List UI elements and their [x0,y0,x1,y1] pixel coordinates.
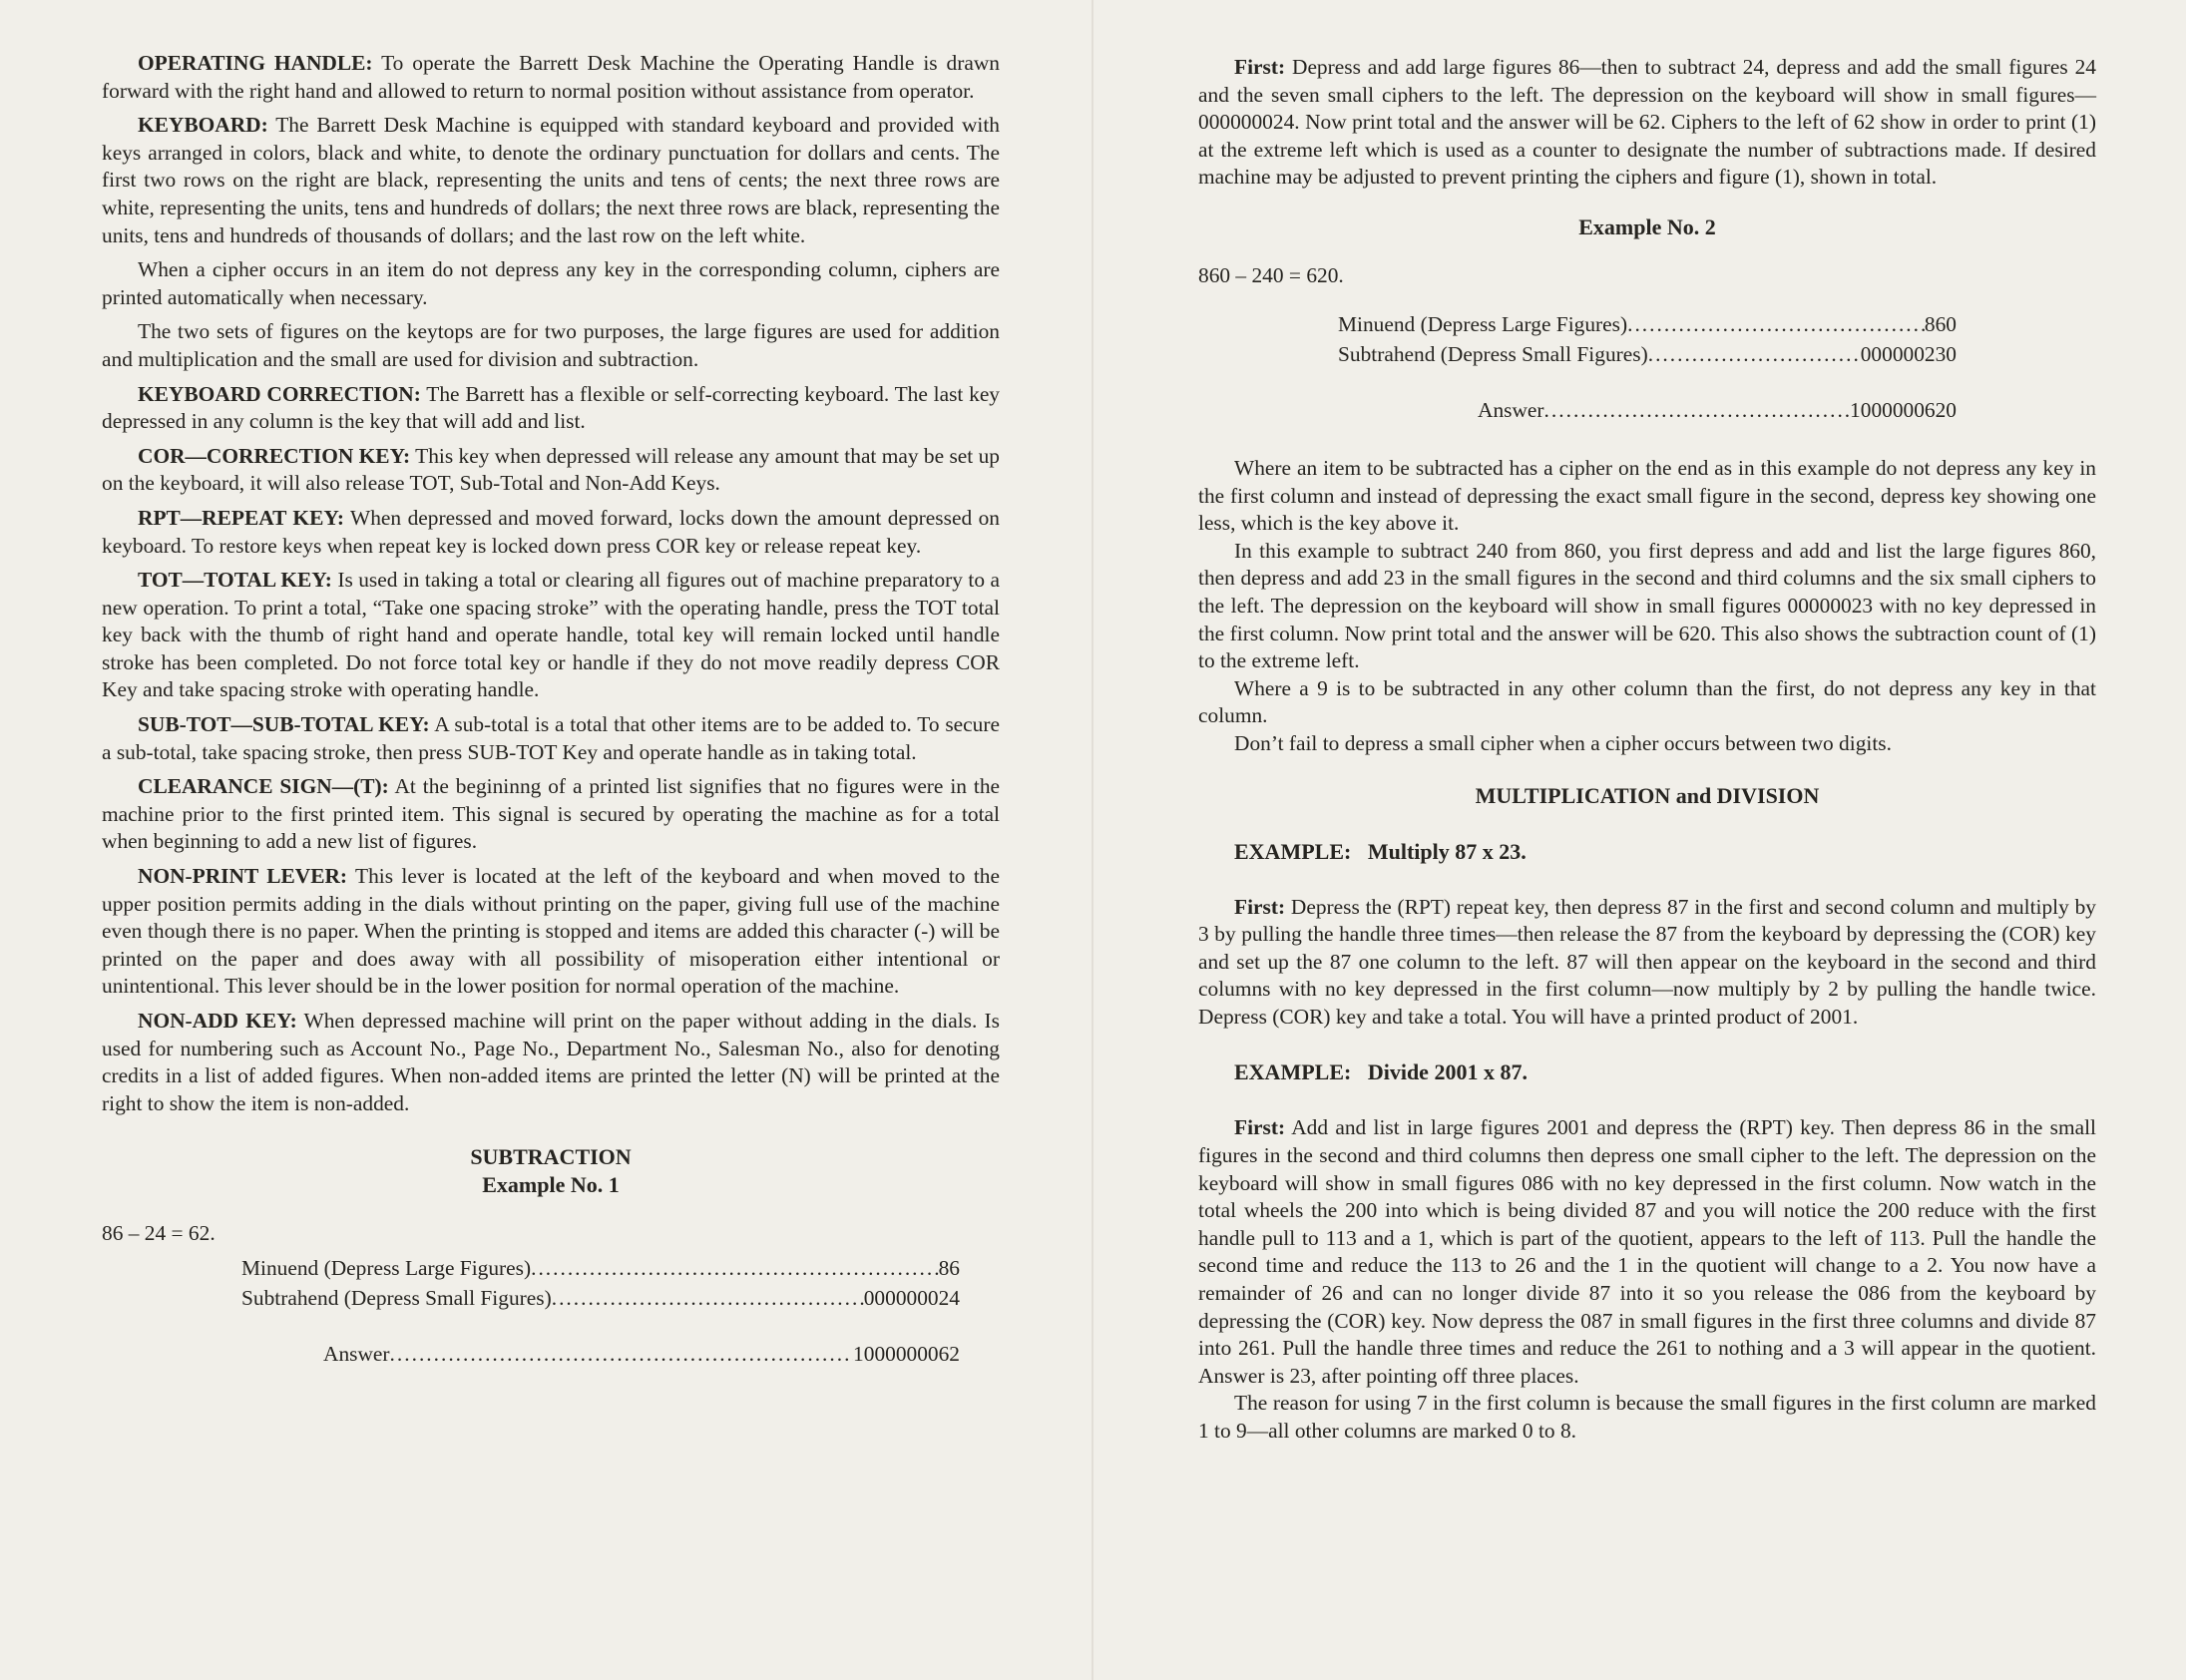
example2-answer-value: 1000000620 [1850,397,1957,422]
example1-table [241,1253,960,1313]
example1-subtrahend-label: Subtrahend (Depress Small Figures) [241,1286,552,1311]
divide-text: Add and list in large figures 2001 and depress the (RPT) key. Then depress 86 in the small figures in the second and third columns then depress one small cipher to the left. The depression on the keyboard will show in small figures 086 with no key depressed in the first column. Now watch in the total wheels the 200 into which is being divided 87 and you will notice the 200 reduce with the first handle pull to 113 and a 1, which is part of the quotient, appears to the left of 113. Pull the handle the second time and reduce the 113 to 26 and the 1 in the quotient will change to a 2. You now have a remainder of 26 and can no longer divide 87 into it so you release the 086 from the keyboard by depressing the (COR) key. Now depress the 087 in small figures in the first three columns and divide 87 into 261. Pull the handle three times and reduce the 261 to nothing and a 3 will appear in the quotient. Answer is 23, after pointing off three places. [1198,1115,2096,1388]
example2-title: Example No. 2 [1578,213,1716,239]
multiply-example-heading: EXAMPLE: Multiply 87 x 23. [1234,838,1527,864]
example1-minuend-label: Minuend (Depress Large Figures) [241,1256,532,1281]
instruction-text: The Barrett has a flexible or self-correcting keyboard. The last key depressed in any column is the key that will add and list. [102,381,1001,434]
instruction-label: NON-PRINT LEVER: [138,864,348,889]
instruction-text: A sub-total is a total that other items are to be added to. To secure a sub-total, take spacing stroke, then press SUB-TOT Key and operate handle as in taking total. [102,712,1000,764]
instruction-text: When depressed machine will print on the paper without adding in the dials. Is used for numbering such as Account No., Page No., Department No., Salesman No., also for denoting credits in a list of added figures. When non-added items are printed the letter (N) will be printed at the right to show the item is non-added. [102,1009,1000,1115]
multiply-first-label: First: [1234,894,1286,919]
multiply-paragraph [1198,894,2096,1032]
example1-answer-value: 1000000062 [853,1342,960,1367]
example2-minuend-label: Minuend (Depress Large Figures) [1338,311,1628,336]
example1-minuend-row [241,1253,960,1283]
instruction-paragraph [102,381,1000,436]
instruction-label: SUB-TOT—SUB-TOTAL KEY: [138,712,430,737]
instruction-paragraph [102,443,1000,498]
instruction-text: This lever is located at the left of the keyboard and when moved to the upper position permits adding in the dials without printing on the paper, giving full use of the machine even though there is no paper. When the printing is stopped and items are added this character (-) will be printed on the paper and does away with all possibility of misoperation either intentional or unintentional. This lever should be in the lower position for normal operation of the machine. [102,864,1000,999]
instruction-paragraph [102,567,1000,704]
instruction-paragraph [102,1008,1000,1117]
example2-answer-label: Answer [1478,397,1544,422]
leader-dots [1544,395,1851,425]
example1-subtrahend-value: 000000024 [863,1286,960,1311]
instruction-label: TOT—TOTAL KEY: [138,568,332,593]
instruction-text: When depressed and moved forward, locks down the amount depressed on keyboard. To restore keys when repeat key is locked down press COR key or release repeat key. [102,505,1001,558]
example2-minuend-value: 860 [1924,311,1957,336]
instruction-text: The two sets of figures on the keytops are for two purposes, the large figures are used for addition and multiplication and the small are used for division and subtraction. [102,319,1000,371]
example2-subtrahend-label: Subtrahend (Depress Small Figures) [1338,341,1648,366]
leader-dots [1648,339,1861,369]
divide-first-label: First: [1234,1115,1286,1140]
instruction-text: At the begininng of a printed list signifies that no figures were in the machine prior to the first printed item. This signal is secured by operating the machine as for a total when beginning to add a new list of figures. [102,774,1001,854]
instruction-label: OPERATING HANDLE: [138,51,373,75]
instruction-label: KEYBOARD CORRECTION: [138,381,421,406]
leader-dots [1627,309,1925,339]
first-paragraph [1198,54,2096,192]
subtraction-paragraph: In this example to subtract 240 from 860, you first depress and add and list the large figures 860, then depress and add 23 in the small figures in the second and third columns and the six small ciphers to the left. The depression on the keyboard will show in small figures 00000023 with no key depressed in the first column. Now print total and the answer will be 620. This also shows the subtraction count of (1) to the extreme left. [1198,538,2096,673]
instruction-paragraph [102,318,1000,373]
leader-dots [552,1283,864,1313]
example2-answer [1478,395,1957,425]
instruction-paragraph [102,112,1000,249]
example1-answer [323,1339,960,1369]
example2-subtrahend-row [1338,339,1957,369]
mult-div-heading: MULTIPLICATION and DIVISION [1475,782,1820,808]
instruction-text: To operate the Barrett Desk Machine the Operating Handle is drawn forward with the right hand and allowed to return to normal position without assistance from operator. [102,51,1000,103]
divide-example-heading: EXAMPLE: Divide 2001 x 87. [1234,1059,1528,1085]
instruction-label: CLEARANCE SIGN—(T): [138,774,389,799]
example2-subtrahend-value: 000000230 [1860,341,1957,366]
instruction-paragraph [102,773,1000,856]
example2-answer-row [1478,395,1957,425]
instruction-text: Is used in taking a total or clearing all figures out of machine preparatory to a new operation. To print a total, “Take one spacing stroke” with the operating handle, press the TOT total key back with the thumb of right hand and operate handle, total key will remain locked until handle stroke has been completed. Do not force total key or handle if they do not move readily depress COR Key and take spacing stroke with operating handle. [102,568,1000,702]
example1-equation: 86 – 24 = 62. [102,1221,216,1246]
instruction-label: RPT—REPEAT KEY: [138,505,344,530]
example1-subtrahend-row [241,1283,960,1313]
example1-minuend-value: 86 [938,1256,960,1281]
example2-equation: 860 – 240 = 620. [1198,262,1344,287]
subtraction-paragraph: Don’t fail to depress a small cipher when a cipher occurs between two digits. [1234,730,1892,755]
instruction-paragraph [102,256,1000,311]
instruction-paragraph [102,863,1000,1001]
instruction-text: This key when depressed will release any amount that may be set up on the keyboard, it will also release TOT, Sub-Total and Non-Add Keys. [102,443,1000,496]
subtraction-paragraph: Where a 9 is to be subtracted in any other column than the first, do not depress any key in that column. [1198,675,2096,728]
example1-title: Example No. 1 [482,1172,620,1198]
instruction-text: When a cipher occurs in an item do not depress any key in the corresponding column, ciphers are printed automatically when necessary. [102,257,1000,309]
example1-answer-row [323,1339,960,1369]
instruction-paragraph [102,505,1000,560]
first-text: Depress and add large figures 86—then to subtract 24, depress and add the small figures 24 and the seven small ciphers to the left. The depression on the keyboard will show in small figures—000000024. Now print total and the answer will be 62. Ciphers to the left of 62 show in order to print (1) at the extreme left which is used as a counter to designate the number of subtractions made. If desired machine may be adjusted to prevent printing the ciphers and figure (1), shown in total. [1198,55,2096,190]
right-column [1198,54,2096,1446]
instruction-label: COR—CORRECTION KEY: [138,443,411,468]
divide-paragraph [1198,1114,2096,1390]
instruction-text: The Barrett Desk Machine is equipped with standard keyboard and provided with keys arranged in colors, black and white, to denote the ordinary punctuation for dollars and cents. The first two rows on the right are black, representing the units and tens of cents; the next three rows are white, representing the units, tens and hundreds of dollars; the next three rows are black, representing the units, tens and hundreds of thousands of dollars; and the last row on the left white. [102,113,1000,247]
example1-answer-label: Answer [323,1342,390,1367]
instruction-paragraph [102,711,1000,766]
example2-minuend-row [1338,309,1957,339]
instruction-label: NON-ADD KEY: [138,1009,297,1033]
example2-table [1338,309,1957,369]
leader-dots [390,1339,854,1369]
right-page [1093,0,2185,1680]
left-sections [102,50,1000,1117]
subtraction-heading: SUBTRACTION [470,1144,632,1170]
instruction-label: KEYBOARD: [138,113,268,138]
leader-dots [531,1253,939,1283]
instruction-paragraph [102,50,1000,105]
first-label: First: [1234,55,1286,79]
subtraction-paragraph: Where an item to be subtracted has a cipher on the end as in this example do not depress any key in the first column and instead of depressing the exact small figure in the second, depress key showing one less, which is the key above it. [1198,455,2096,536]
multiply-text: Depress the (RPT) repeat key, then depress 87 in the first and second column and multiply by 3 by pulling the handle three times—then release the 87 from the keyboard by depressing the (COR) key and set up the 87 one column to the left. 87 will then appear on the keyboard in the second and third columns with no key depressed in the first column—now multiply by 2 by pulling the handle twice. Depress (COR) key and take a total. You will have a printed product of 2001. [1198,894,2096,1029]
divide-final-paragraph: The reason for using 7 in the first column is because the small figures in the first column are marked 1 to 9—all other columns are marked 0 to 8. [1198,1391,2096,1443]
left-column [102,50,1000,1369]
